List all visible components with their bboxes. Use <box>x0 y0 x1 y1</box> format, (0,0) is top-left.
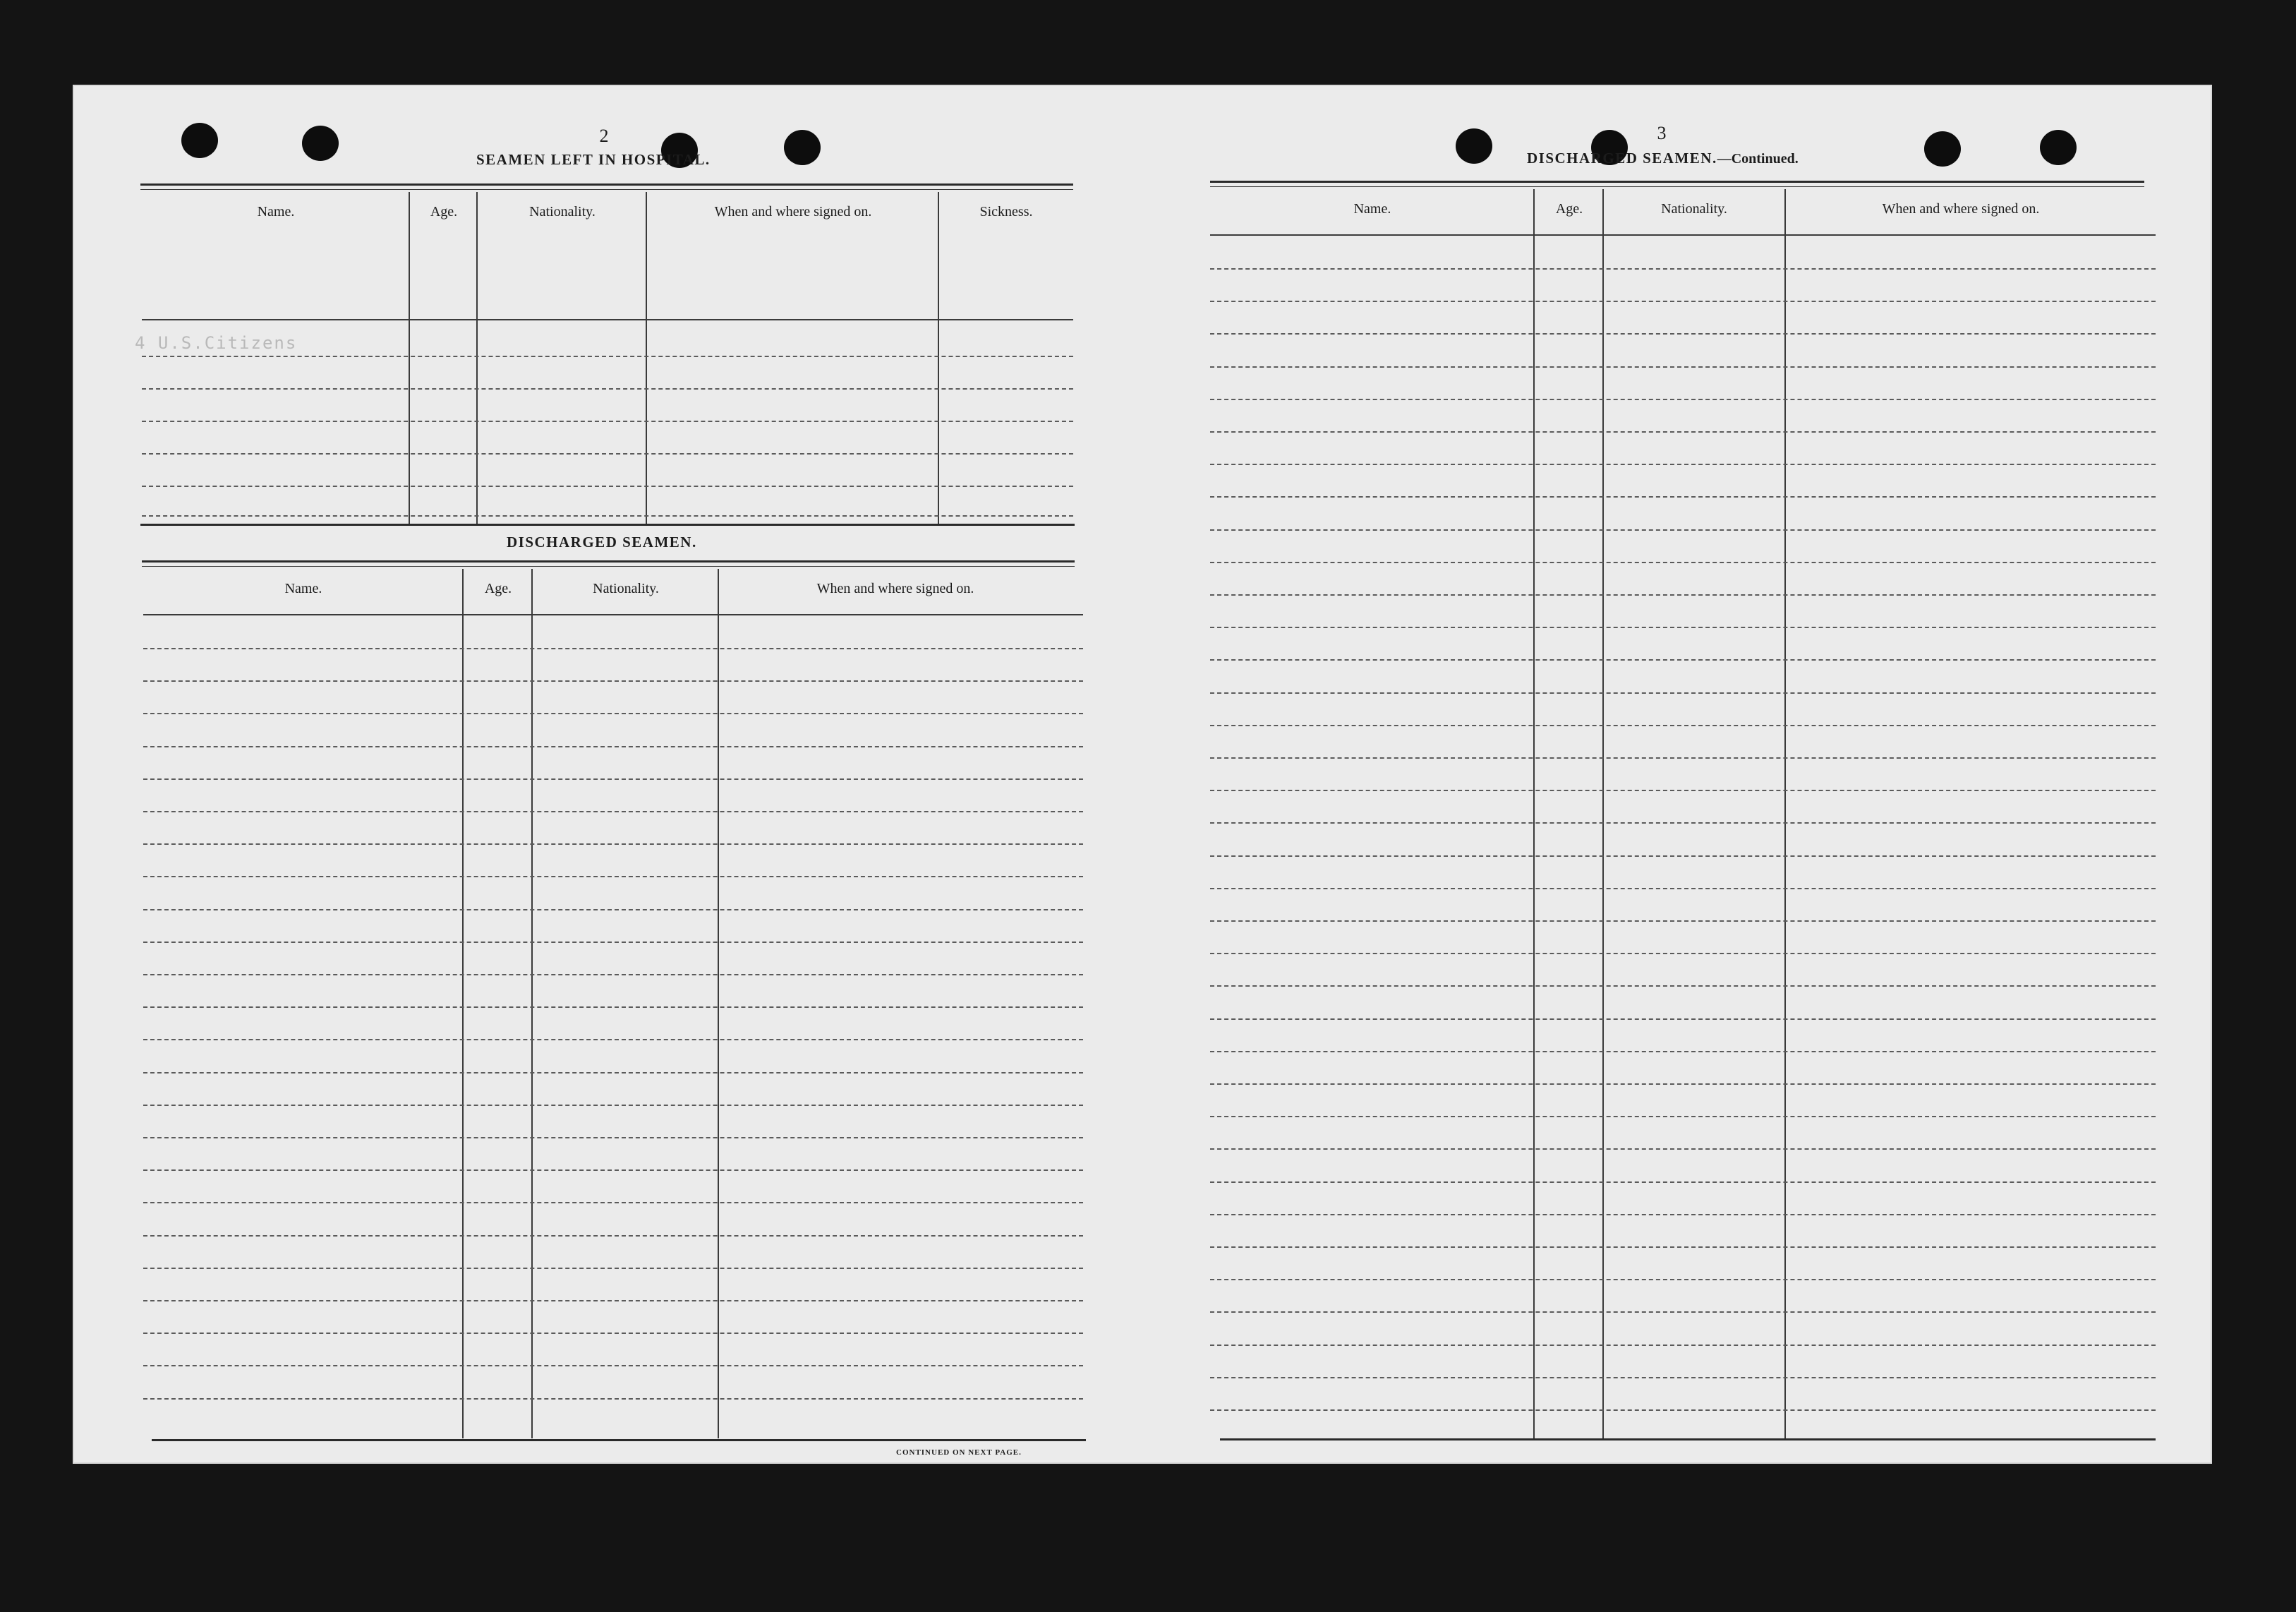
row-rule <box>143 876 1083 877</box>
row-rule <box>1210 790 2156 791</box>
row-rule <box>143 1333 1083 1334</box>
row-rule <box>1210 1018 2156 1020</box>
column-header: Sickness. <box>979 204 1033 219</box>
ledger-sheet <box>74 86 2211 1462</box>
column-header: When and where signed on. <box>1882 201 2040 217</box>
row-rule <box>1210 399 2156 400</box>
column-divider <box>1784 189 1786 1438</box>
row-rule <box>142 453 1073 455</box>
row-rule <box>1210 1377 2156 1378</box>
row-rule <box>1210 1409 2156 1411</box>
column-divider <box>1602 189 1604 1438</box>
column-header: Nationality. <box>1661 201 1727 217</box>
title-rule <box>142 560 1075 563</box>
discharged-table <box>143 569 1083 1438</box>
row-rule <box>1210 431 2156 433</box>
row-rule <box>143 909 1083 910</box>
row-rule <box>143 811 1083 812</box>
column-header: When and where signed on. <box>714 204 872 219</box>
title-rule <box>140 189 1073 190</box>
row-rule <box>143 942 1083 943</box>
row-rule <box>143 713 1083 714</box>
title-rule <box>1210 186 2144 187</box>
column-divider <box>462 569 464 1438</box>
column-header: When and where signed on. <box>816 581 974 596</box>
row-rule <box>143 843 1083 845</box>
row-rule <box>143 1105 1083 1106</box>
column-divider <box>476 192 478 524</box>
row-rule <box>1210 594 2156 596</box>
row-rule <box>143 1169 1083 1171</box>
title-rule <box>1210 181 2144 183</box>
row-rule <box>142 356 1073 357</box>
row-rule <box>1210 1214 2156 1215</box>
row-rule <box>143 1072 1083 1073</box>
row-rule <box>142 421 1073 422</box>
column-header: Nationality. <box>593 581 659 596</box>
row-rule <box>143 974 1083 975</box>
row-rule <box>1210 333 2156 335</box>
title-rule <box>140 184 1073 186</box>
row-rule <box>1210 725 2156 726</box>
row-rule <box>1210 1311 2156 1313</box>
row-rule <box>1210 1148 2156 1150</box>
row-rule <box>1210 1116 2156 1117</box>
row-rule <box>1210 822 2156 824</box>
row-rule <box>143 1365 1083 1366</box>
column-header: Name. <box>257 204 295 219</box>
page-number: 2 <box>599 126 609 146</box>
column-divider <box>718 569 719 1438</box>
row-rule <box>1210 1051 2156 1052</box>
row-rule <box>1210 1181 2156 1183</box>
page-number: 3 <box>1657 123 1667 143</box>
column-divider <box>938 192 939 524</box>
row-rule <box>1210 757 2156 759</box>
section-rule <box>140 524 1075 526</box>
row-rule <box>1210 496 2156 498</box>
column-divider <box>1533 189 1535 1438</box>
row-rule <box>1210 1345 2156 1346</box>
row-rule <box>1210 888 2156 889</box>
column-divider <box>646 192 647 524</box>
row-rule <box>143 1398 1083 1400</box>
hospital-entry-name: 4 U.S.Citizens <box>135 333 298 353</box>
row-rule <box>1210 1083 2156 1085</box>
row-rule <box>1210 464 2156 465</box>
row-rule <box>143 1137 1083 1138</box>
title-text: DISCHARGED SEAMEN. <box>1527 150 1717 167</box>
row-rule <box>143 746 1083 747</box>
row-rule <box>1210 659 2156 661</box>
hospital-table <box>135 192 1073 524</box>
row-rule <box>1210 692 2156 694</box>
header-rule <box>143 614 1083 615</box>
row-rule <box>1210 268 2156 270</box>
column-header: Age. <box>484 581 512 596</box>
column-header: Age. <box>1555 201 1583 217</box>
row-rule <box>142 388 1073 390</box>
column-divider <box>531 569 533 1438</box>
column-header: Name. <box>284 581 322 596</box>
row-rule <box>1210 985 2156 987</box>
row-rule <box>142 486 1073 487</box>
row-rule <box>1210 1246 2156 1248</box>
continued-note: CONTINUED ON NEXT PAGE. <box>896 1448 1022 1457</box>
title-rule <box>142 566 1075 567</box>
column-header: Nationality. <box>529 204 596 219</box>
bottom-rule <box>1220 1438 2156 1440</box>
row-rule <box>143 1268 1083 1269</box>
bottom-rule <box>152 1439 1086 1441</box>
header-rule <box>142 319 1073 320</box>
left-page <box>74 86 1118 1462</box>
discharged-section-title: DISCHARGED SEAMEN. <box>507 534 697 551</box>
row-rule <box>143 1006 1083 1008</box>
column-divider <box>409 192 410 524</box>
column-header: Age. <box>430 204 458 219</box>
row-rule <box>143 1300 1083 1301</box>
row-rule <box>1210 953 2156 954</box>
title-suffix: —Continued. <box>1717 151 1799 167</box>
hospital-section-title: SEAMEN LEFT IN HOSPITAL. <box>476 151 711 168</box>
row-rule <box>143 778 1083 780</box>
discharged-continued-title <box>1527 150 1799 167</box>
row-rule <box>143 1235 1083 1237</box>
row-rule <box>1210 1279 2156 1280</box>
row-rule <box>142 515 1073 517</box>
row-rule <box>1210 529 2156 531</box>
row-rule <box>143 1202 1083 1203</box>
row-rule <box>1210 920 2156 922</box>
row-rule <box>1210 366 2156 368</box>
row-rule <box>1210 627 2156 628</box>
header-rule <box>1210 234 2156 236</box>
row-rule <box>143 1039 1083 1040</box>
column-header: Name. <box>1353 201 1391 217</box>
right-page <box>1132 86 2211 1462</box>
row-rule <box>143 648 1083 649</box>
row-rule <box>143 680 1083 682</box>
discharged-continued-table <box>1210 189 2156 1438</box>
row-rule <box>1210 562 2156 563</box>
row-rule <box>1210 855 2156 857</box>
row-rule <box>1210 301 2156 302</box>
